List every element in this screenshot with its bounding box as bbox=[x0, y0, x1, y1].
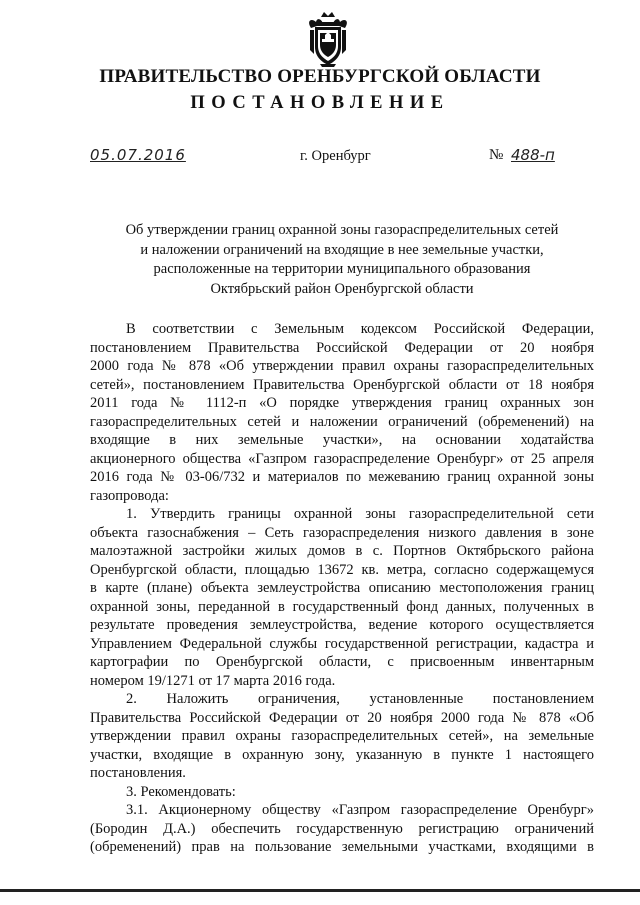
document-date: 05.07.2016 bbox=[90, 146, 186, 164]
document-city: г. Оренбург bbox=[300, 148, 371, 164]
body-line: 3.1. Акционерному обществу «Газпром газораспределение Оренбург» bbox=[126, 802, 594, 818]
body-line: 2000 года № 878 «Об утверждении правил охраны газораспределительных bbox=[90, 358, 594, 374]
body-line: охранной зоны, переданной в государственный фонд данных, полученных в bbox=[90, 598, 594, 615]
title-line: и наложении ограничений на входящие в нее земельные участки, bbox=[140, 241, 544, 258]
body-line: номером 19/1271 от 17 марта 2016 года. bbox=[90, 672, 336, 689]
title-line: Об утверждении границ охранной зоны газораспределительных сетей bbox=[125, 222, 559, 238]
document-number-label: № bbox=[489, 147, 504, 163]
body-line: Управлением Федеральной службы государственной регистрации, кадастра и bbox=[90, 635, 594, 652]
organization-name: ПРАВИТЕЛЬСТВО ОРЕНБУРГСКОЙ ОБЛАСТИ bbox=[99, 66, 541, 87]
document-title bbox=[90, 221, 594, 299]
body-line: 2. Наложить ограничения, установленные постановлением bbox=[126, 691, 594, 707]
body-line: 2016 года № 03-06/732 и материалов по межеванию границ охранной зоны bbox=[90, 469, 594, 485]
body-line: (Бородин Д.А.) обеспечить государственную регистрацию ограничений bbox=[90, 820, 594, 837]
document-number: 488-п bbox=[511, 146, 555, 164]
title-line: расположенные на территории муниципального образования bbox=[153, 261, 531, 277]
body-line: Оренбургской области, площадью 13672 кв. метра, согласно содержащемуся bbox=[90, 561, 594, 578]
body-line: малоэтажной застройки жилых домов в с. Портнов Октябрьского района bbox=[90, 543, 594, 559]
body-line: результате проведения землеустройства, ведение которого осуществляется bbox=[90, 617, 594, 633]
body-line: постановлением Правительства Российской Федерации от 20 ноября bbox=[90, 339, 594, 356]
page-bottom-rule bbox=[0, 889, 640, 892]
body-line: (обременений) прав на пользование земельными участками, входящими в bbox=[90, 839, 594, 855]
body-line: 2011 года № 1112-п «О порядке утверждения границ охранных зон bbox=[90, 395, 594, 411]
body-line: газораспределительных сетей и наложении ограничений (обременений) на bbox=[90, 413, 594, 430]
document-body bbox=[90, 320, 594, 857]
body-line: утверждении правил охраны газораспределительных сетей», на земельные bbox=[90, 728, 594, 744]
body-line: газопровода: bbox=[90, 487, 169, 504]
body-line: участки, входящие в охранную зону, указанную в пункте 1 настоящего bbox=[90, 746, 594, 763]
body-line: картографии по Оренбургской области, с присвоенным инвентарным bbox=[90, 654, 594, 670]
body-line: входящие в них земельные участки», на основании ходатайства bbox=[90, 432, 594, 448]
body-line: 1. Утвердить границы охранной зоны газораспределительной сети bbox=[126, 506, 594, 522]
body-line: сетей», постановлением Правительства Оренбургской области от 18 ноября bbox=[90, 376, 594, 393]
body-line: В соответствии с Земельным кодексом Российской Федерации, bbox=[126, 321, 594, 337]
document-type: ПОСТАНОВЛЕНИЕ bbox=[190, 93, 450, 113]
body-line: постановления. bbox=[90, 765, 186, 781]
body-line: акционерного общества «Газпром газораспределение Оренбург» от 25 апреля bbox=[90, 450, 594, 467]
body-line: в карте (плане) объекта землеустройства описанию местоположения границ bbox=[90, 580, 594, 596]
body-line: Правительства Российской Федерации от 20 ноября 2000 года № 878 «Об bbox=[90, 709, 594, 726]
title-line: Октябрьский район Оренбургской области bbox=[210, 280, 474, 297]
body-line: 3. Рекомендовать: bbox=[126, 783, 236, 800]
coat-of-arms-emblem bbox=[302, 10, 354, 68]
body-line: объекта газоснабжения – Сеть газораспределения низкого давления в зоне bbox=[90, 524, 594, 541]
